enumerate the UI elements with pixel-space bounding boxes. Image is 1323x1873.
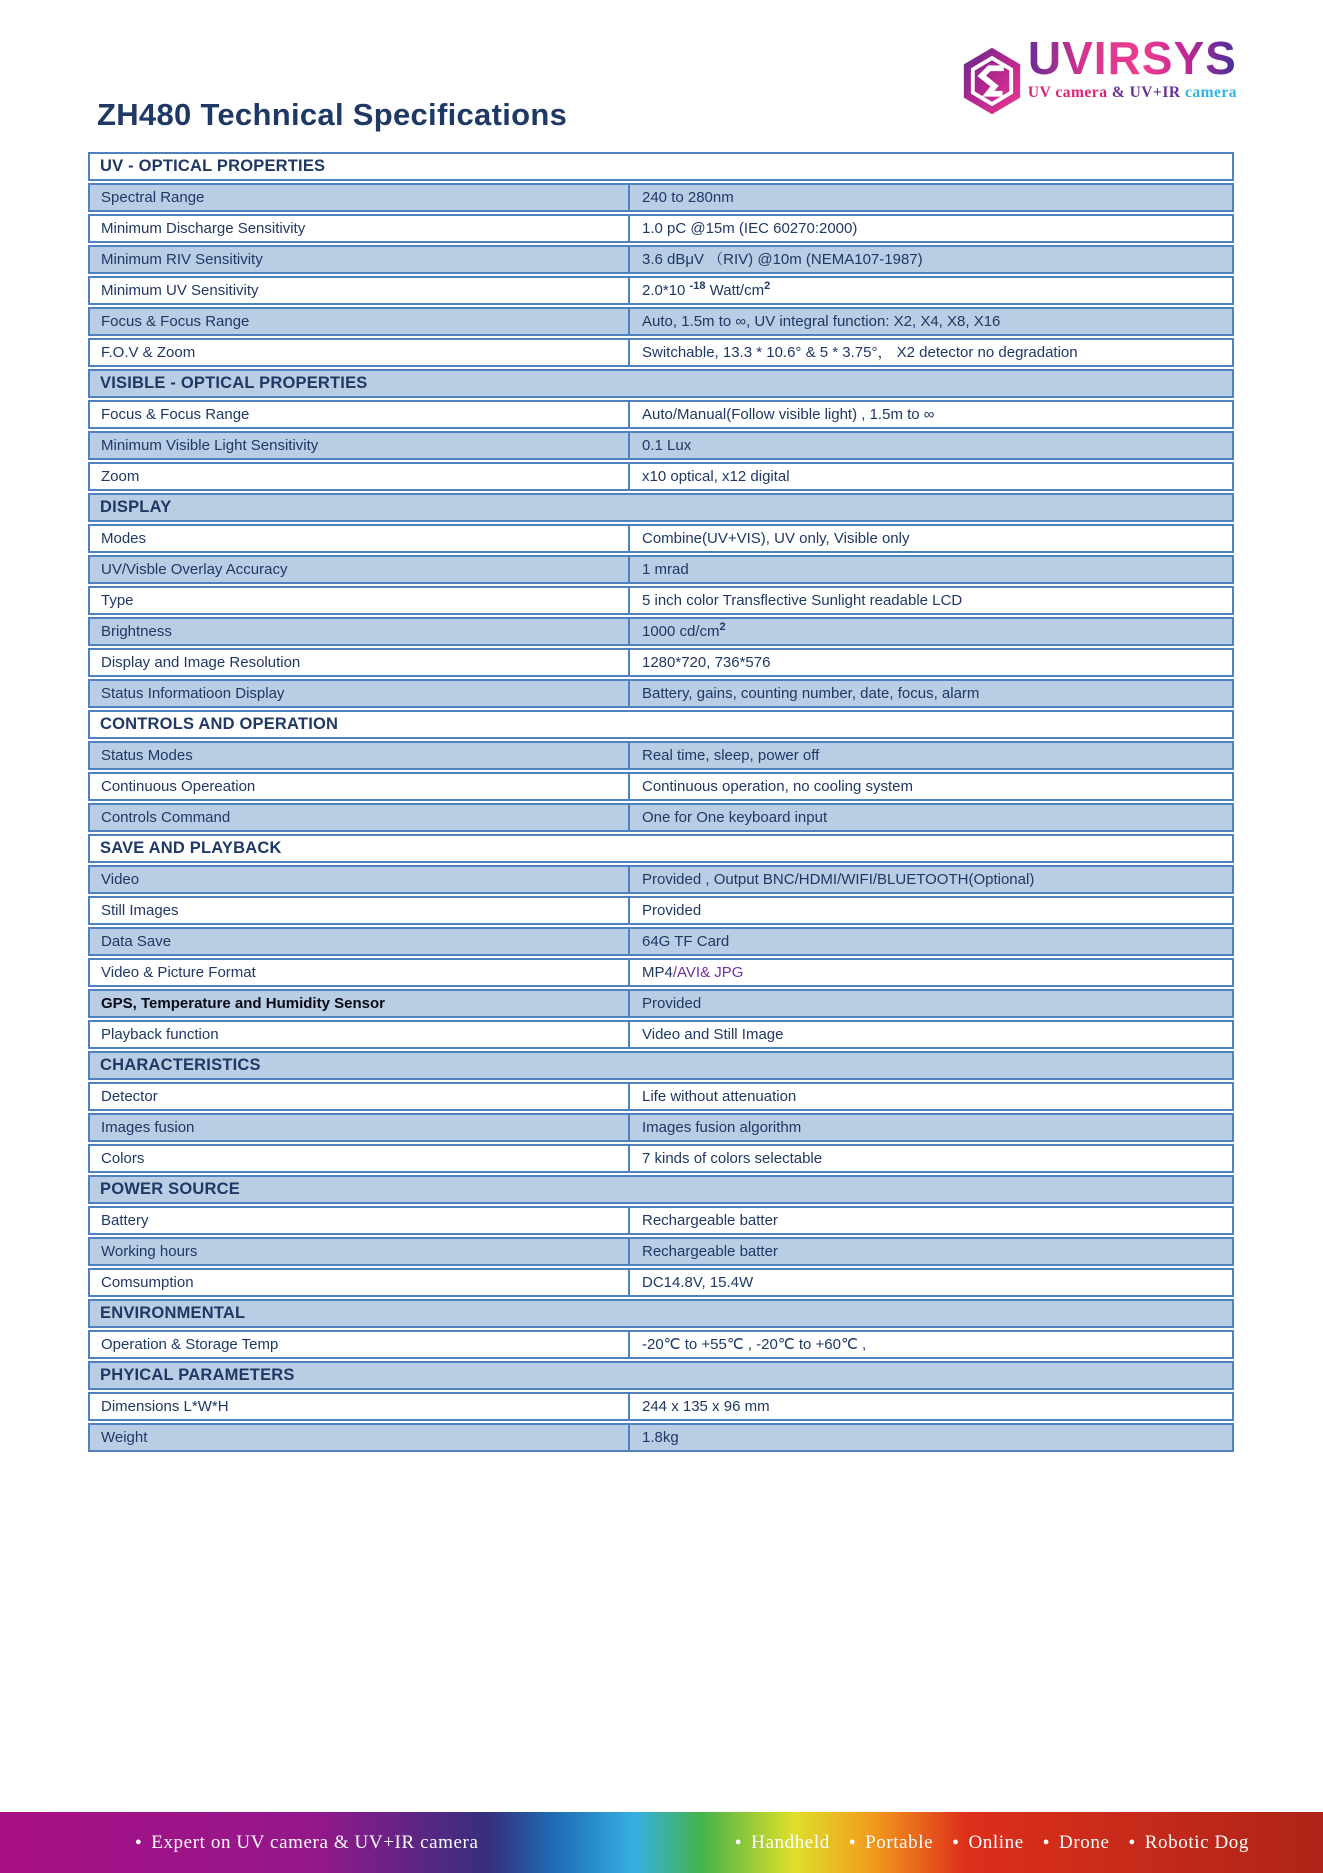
footer-left (135, 1832, 479, 1854)
spec-label: Zoom (101, 468, 140, 485)
spec-label: F.O.V & Zoom (101, 344, 196, 361)
spec-label: Minimum UV Sensitivity (101, 282, 259, 299)
spec-value: 5 inch color Transflective Sunlight readable LCD (628, 588, 1232, 613)
spec-value: Provided (628, 991, 1232, 1016)
spec-label: Spectral Range (101, 189, 205, 206)
page-title: ZH480 Technical Specifications (97, 97, 568, 132)
spec-value-part: 2.0*10 (642, 282, 690, 299)
footer-item (1043, 1832, 1110, 1854)
bullet-icon: ● (734, 1836, 743, 1848)
spec-label: Comsumption (101, 1274, 194, 1291)
spec-value-part: Watt/cm (705, 282, 765, 299)
spec-value: Provided (628, 898, 1232, 923)
spec-label: Weight (101, 1429, 148, 1446)
footer-right (735, 1832, 1249, 1854)
table-row (88, 896, 1234, 925)
tagline-part: & UV+IR (1111, 84, 1185, 101)
spec-value-part: 1000 cd/cm (642, 623, 720, 640)
spec-label: Status Informatioon Display (101, 685, 285, 702)
table-row (88, 772, 1234, 801)
footer-bar (0, 1812, 1323, 1873)
table-row (88, 1268, 1234, 1297)
spec-label: Dimensions L*W*H (101, 1398, 229, 1415)
spec-value: 3.6 dBμV （RIV) @10m (NEMA107-1987) (628, 247, 1232, 272)
footer-item (952, 1832, 1024, 1854)
spec-label: Type (101, 592, 134, 609)
spec-label: Status Modes (101, 747, 193, 764)
footer-item (849, 1832, 933, 1854)
table-row (88, 400, 1234, 429)
bullet-icon: ● (952, 1836, 960, 1848)
table-row (88, 617, 1234, 646)
table-row (88, 1113, 1234, 1142)
table-row (88, 741, 1234, 770)
table-row (88, 989, 1234, 1018)
section-header: VISIBLE - OPTICAL PROPERTIES (88, 369, 1234, 398)
table-row (88, 927, 1234, 956)
spec-label: Display and Image Resolution (101, 654, 301, 671)
section-header: PHYICAL PARAMETERS (88, 1361, 1234, 1390)
table-row (88, 245, 1234, 274)
spec-label: Focus & Focus Range (101, 313, 250, 330)
spec-label: Focus & Focus Range (101, 406, 250, 423)
spec-value-part: /AVI& JPG (672, 964, 744, 981)
table-row (88, 524, 1234, 553)
bullet-icon: ● (135, 1836, 143, 1848)
footer-item-label: Online (968, 1831, 1024, 1853)
spec-label: Minimum Discharge Sensitivity (101, 220, 306, 237)
spec-value: Auto, 1.5m to ∞, UV integral function: X2, X4, X8, X16 (628, 309, 1232, 334)
spec-value: 1.8kg (628, 1425, 1232, 1450)
spec-label: Brightness (101, 623, 172, 640)
spec-label: Continuous Opereation (101, 778, 256, 795)
hexagon-logo-icon (960, 44, 1024, 118)
spec-label: UV/Visble Overlay Accuracy (101, 561, 288, 578)
table-row (88, 803, 1234, 832)
spec-label: Video (101, 871, 140, 888)
spec-value-part: -18 (689, 280, 706, 292)
table-row (88, 183, 1234, 212)
spec-value: Battery, gains, counting number, date, focus, alarm (628, 681, 1232, 706)
spec-label: Still Images (101, 902, 179, 919)
table-row (88, 1330, 1234, 1359)
spec-value: x10 optical, x12 digital (628, 464, 1232, 489)
spec-label: Minimum RIV Sensitivity (101, 251, 263, 268)
spec-value: Images fusion algorithm (628, 1115, 1232, 1140)
spec-value: Combine(UV+VIS), UV only, Visible only (628, 526, 1232, 551)
table-row (88, 462, 1234, 491)
spec-value: Continuous operation, no cooling system (628, 774, 1232, 799)
brand-logo (960, 34, 1237, 118)
spec-value: Provided , Output BNC/HDMI/WIFI/BLUETOOTH(Optional) (628, 867, 1232, 892)
spec-value: DC14.8V, 15.4W (628, 1270, 1232, 1295)
table-row (88, 679, 1234, 708)
spec-value: 240 to 280nm (628, 185, 1232, 210)
table-row (88, 1144, 1234, 1173)
section-header: UV - OPTICAL PROPERTIES (88, 152, 1234, 181)
spec-label: Images fusion (101, 1119, 195, 1136)
section-header: ENVIRONMENTAL (88, 1299, 1234, 1328)
table-row (88, 1423, 1234, 1452)
spec-label: Minimum Visible Light Sensitivity (101, 437, 319, 454)
table-row (88, 586, 1234, 615)
spec-value: -20℃ to +55℃ , -20℃ to +60℃ , (628, 1332, 1232, 1357)
spec-value: 0.1 Lux (628, 433, 1232, 458)
spec-value: Auto/Manual(Follow visible light) , 1.5m to ∞ (628, 402, 1232, 427)
table-row (88, 307, 1234, 336)
tagline-part: UV camera (1027, 84, 1112, 101)
spec-label: Controls Command (101, 809, 231, 826)
spec-value: 1.0 pC @15m (IEC 60270:2000) (628, 216, 1232, 241)
table-row (88, 958, 1234, 987)
table-row (88, 1020, 1234, 1049)
footer-item (735, 1832, 830, 1854)
spec-value: 1280*720, 736*576 (628, 650, 1232, 675)
section-header: SAVE AND PLAYBACK (88, 834, 1234, 863)
footer-item-label: Handheld (751, 1831, 830, 1853)
spec-label: Battery (101, 1212, 149, 1229)
spec-label: GPS, Temperature and Humidity Sensor (101, 995, 385, 1012)
table-row (88, 1206, 1234, 1235)
spec-value-part: 2 (764, 280, 771, 292)
spec-value: 1 mrad (628, 557, 1232, 582)
spec-value: Rechargeable batter (628, 1208, 1232, 1233)
section-header: DISPLAY (88, 493, 1234, 522)
spec-value: Switchable, 13.3 * 10.6° & 5 * 3.75°， X2 detector no degradation (628, 340, 1232, 365)
logo-tagline (1028, 84, 1237, 102)
spec-value (628, 619, 1232, 644)
spec-label: Operation & Storage Temp (101, 1336, 279, 1353)
table-row (88, 1237, 1234, 1266)
spec-label: Modes (101, 530, 147, 547)
table-row (88, 555, 1234, 584)
spec-value: Rechargeable batter (628, 1239, 1232, 1264)
spec-label: Video & Picture Format (101, 964, 256, 981)
spec-label: Detector (101, 1088, 158, 1105)
tagline-part: camera (1184, 84, 1237, 101)
bullet-icon: ● (1128, 1836, 1136, 1848)
table-row (88, 214, 1234, 243)
spec-value: Life without attenuation (628, 1084, 1232, 1109)
section-header: POWER SOURCE (88, 1175, 1234, 1204)
footer-item-label: Drone (1059, 1831, 1110, 1853)
spec-label: Data Save (101, 933, 172, 950)
spec-value (628, 960, 1232, 985)
spec-value-part: 2 (719, 621, 726, 633)
footer-left-label: Expert on UV camera & UV+IR camera (151, 1831, 479, 1853)
spec-label: Working hours (101, 1243, 198, 1260)
spec-value: Real time, sleep, power off (628, 743, 1232, 768)
bullet-icon: ● (848, 1836, 857, 1848)
table-row (88, 276, 1234, 305)
spec-value-part: MP4 (642, 964, 673, 981)
table-row (88, 865, 1234, 894)
spec-value: Video and Still Image (628, 1022, 1232, 1047)
spec-label: Colors (101, 1150, 145, 1167)
spec-table (88, 152, 1234, 1454)
table-row (88, 648, 1234, 677)
spec-value: 64G TF Card (628, 929, 1232, 954)
table-row (88, 1082, 1234, 1111)
footer-item-label: Robotic Dog (1144, 1831, 1249, 1853)
spec-value: 244 x 135 x 96 mm (628, 1394, 1232, 1419)
section-header: CONTROLS AND OPERATION (88, 710, 1234, 739)
section-header: CHARACTERISTICS (88, 1051, 1234, 1080)
spec-value (628, 278, 1232, 303)
footer-item (1129, 1832, 1250, 1854)
footer-item-label: Portable (865, 1831, 934, 1853)
table-row (88, 431, 1234, 460)
spec-value: One for One keyboard input (628, 805, 1232, 830)
table-row (88, 1392, 1234, 1421)
spec-value: 7 kinds of colors selectable (628, 1146, 1232, 1171)
brand-name: UVIRSYS (1027, 32, 1237, 84)
spec-label: Playback function (101, 1026, 219, 1043)
bullet-icon: ● (1042, 1836, 1051, 1848)
table-row (88, 338, 1234, 367)
